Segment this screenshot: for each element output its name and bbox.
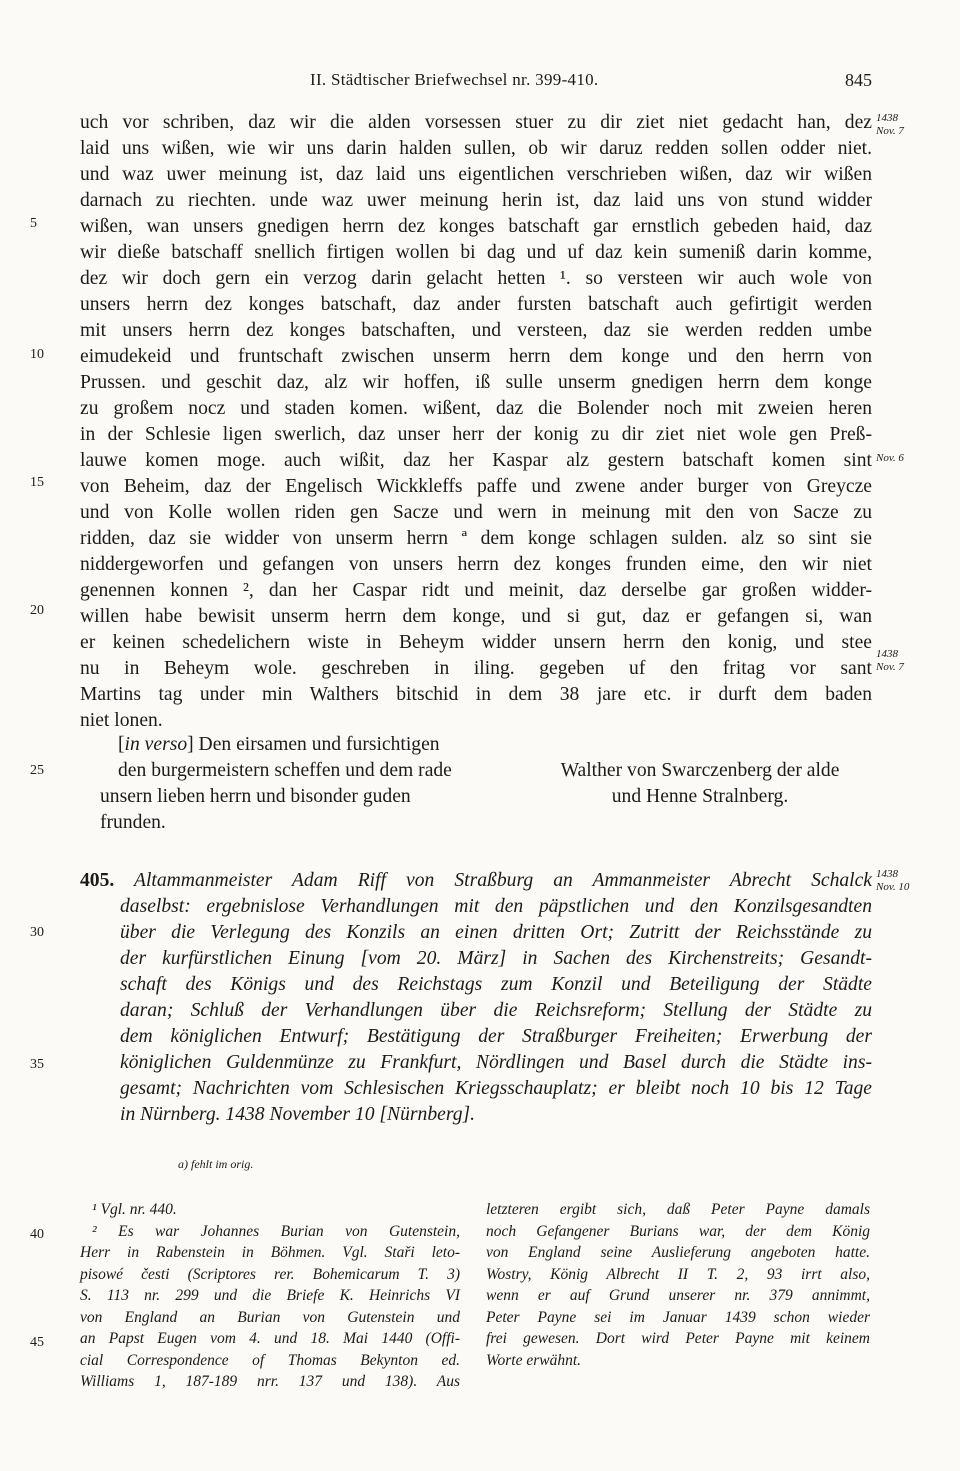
- footnote-line: S. 113 nr. 299 und die Briefe K. Heinrichs VI: [80, 1287, 460, 1304]
- body-line: eimudekeid und fruntschaft zwischen unserm herrn dem konge und den herrn von: [80, 346, 872, 367]
- doc-405-line: gesamt; Nachrichten vom Schlesischen Kriegsschauplatz; er bleibt noch 10 bis 12 Tage: [120, 1078, 872, 1099]
- apparatus-note: a) fehlt im orig.: [178, 1157, 254, 1171]
- body-line: wir dieße batschaff snellich firtigen wollen bi dag und uf daz kein sumeniß darin komme,: [80, 242, 872, 263]
- address-line: frunden.: [100, 812, 166, 833]
- footnote-line: Williams 1, 187-189 nrr. 137 und 138). Aus: [80, 1373, 460, 1390]
- line-number: 5: [30, 216, 37, 231]
- margin-date-note: [876, 648, 946, 674]
- body-line: wißen, wan unsers gnedigen herrn dez konges batschaft gar ernstlich gebeden haid, daz: [80, 216, 872, 237]
- line-number: 15: [30, 475, 44, 490]
- body-line: uch vor schriben, daz wir die alden vorsessen stuer zu dir ziet niet gedacht han, dez: [80, 112, 872, 133]
- doc-405-line: königlichen Guldenmünze zu Frankfurt, Nördlingen und Basel durch die Städte ins-: [120, 1052, 872, 1073]
- doc-405-line: in Nürnberg. 1438 November 10 [Nürnberg].: [120, 1104, 476, 1125]
- address-line: den burgermeistern scheffen und dem rade: [118, 760, 452, 781]
- doc-number: 405.: [80, 870, 115, 891]
- body-line: Martins tag under min Walthers bitschid in dem 38 jare etc. ir durft dem baden: [80, 684, 872, 705]
- signature-line: Walther von Swarczenberg der alde: [560, 760, 840, 781]
- body-line: darnach zu riechten. unde waz uwer meinung herin ist, daz laid uns von stund widder: [80, 190, 872, 211]
- line-number: 10: [30, 347, 44, 362]
- footnote-line: Worte erwähnt.: [486, 1351, 582, 1369]
- body-line: von Beheim, daz der Engelisch Wickkleffs paffe und zwene ander burger von Greycze: [80, 476, 872, 497]
- line-number: 45: [30, 1335, 44, 1350]
- line-number: 20: [30, 603, 44, 618]
- body-line: ridden, daz sie widder von unserm herrn ª dem konge schlagen sulden. alz so sint sie: [80, 528, 872, 549]
- address-block: [100, 732, 452, 836]
- footnote-line: ² Es war Johannes Burian von Gutenstein,: [92, 1222, 460, 1240]
- page-number: 845: [845, 70, 872, 90]
- footnote-line: Peter Payne sei im Januar 1439 schon wieder: [486, 1308, 870, 1326]
- body-line: Prussen. und geschit daz, alz wir hoffen, iß sulle unserm gnedigen herrn dem konge: [80, 372, 872, 393]
- margin-year: 1438: [876, 648, 898, 660]
- footnote-line: an Papst Eugen vom 4. und 18. Mai 1440 (Offi-: [80, 1330, 460, 1347]
- footnote-line: cial Correspondence of Thomas Bekynton ed.: [80, 1351, 460, 1369]
- signature-block: [510, 758, 890, 810]
- body-line: genennen konnen ², dan her Caspar ridt und meinit, daz derselbe gar großen widder-: [80, 580, 872, 601]
- body-line: unsers herrn dez konges batschaft, daz ander fursten batschaft auch gefirtigit werden: [80, 294, 872, 315]
- footnote-line: ¹ Vgl. nr. 440.: [92, 1201, 177, 1218]
- footnote-line: wenn er auf Grund unserer nr. 379 annimmt,: [486, 1287, 870, 1304]
- line-number: 40: [30, 1227, 44, 1242]
- body-line: zu großem nocz und staden komen. wißent, daz die Bolender noch mit zweien heren: [80, 398, 872, 419]
- running-title: II. Städtischer Briefwechsel nr. 399-410.: [310, 70, 599, 89]
- line-number: 35: [30, 1057, 44, 1072]
- margin-date-note: [876, 112, 946, 138]
- footnote-line: frei gewesen. Dort wird Peter Payne mit keinem: [486, 1330, 870, 1347]
- footnote-line: letzteren ergibt sich, daß Peter Payne damals: [486, 1201, 870, 1218]
- doc-405-line: dem königlichen Entwurf; Bestätigung der Straßburger Freiheiten; Erwerbung der: [120, 1026, 872, 1047]
- running-header: [0, 70, 960, 94]
- body-line: willen habe bewisit unserm herrn dem konge, und si gut, daz er gefangen si, wan: [80, 606, 872, 627]
- body-line: und von Kolle wollen riden gen Sacze und wern in meinung mit den von Sacze zu: [80, 502, 872, 523]
- footnote-line: von England an Burian von Gutenstein und: [80, 1308, 460, 1326]
- in-verso-label: in verso: [124, 734, 188, 755]
- margin-date: Nov. 10: [876, 881, 910, 893]
- margin-date: Nov. 7: [876, 125, 904, 137]
- doc-405-line: 405. Altammanmeister Adam Riff von Straßburg an Ammanmeister Abrecht Schalck: [80, 870, 872, 891]
- doc-405-line: daran; Schluß der Verhandlungen über die Reichsreform; Stellung der Städte zu: [120, 1000, 872, 1021]
- margin-date-note: [876, 452, 946, 465]
- body-line: und waz uwer meinung ist, daz laid uns eigentlichen verschrieben wißen, daz wir wißen: [80, 164, 872, 185]
- body-line: laid uns wißen, wie wir uns darin halden sullen, ob wir daruz redden sollen odder niet.: [80, 138, 872, 159]
- footnote-line: noch Gefangener Burians war, der dem König: [486, 1222, 870, 1240]
- footnote-line: Herr in Rabenstein in Böhmen. Vgl. Staři leto-: [80, 1244, 460, 1261]
- doc-405-line: schaft des Königs und des Reichstags zum Konzil und Beteiligung der Städte: [120, 974, 872, 995]
- margin-year: 1438: [876, 868, 898, 880]
- footnote-line: Wostry, König Albrecht II T. 2, 93 irrt also,: [486, 1265, 870, 1283]
- body-line: in der Schlesie ligen swerlich, daz unser herr der konig zu dir ziet niet wole gen Preß-: [80, 424, 872, 445]
- margin-date-note: [876, 868, 946, 894]
- address-line-1: [in verso] Den eirsamen und fursichtigen: [118, 734, 440, 755]
- line-number: 30: [30, 925, 44, 940]
- margin-date: Nov. 6: [876, 452, 904, 464]
- body-line: nu in Beheym wole. geschreben in iling. gegeben uf den fritag vor sant: [80, 658, 872, 679]
- body-line: lauwe komen moge. auch wißit, daz her Kaspar alz gestern batschaft komen sint: [80, 450, 872, 471]
- footnote-line: pisowé česti (Scriptores rer. Bohemicarum T. 3): [80, 1265, 460, 1283]
- body-line: niet lonen.: [80, 710, 163, 731]
- line-number: 25: [30, 763, 44, 778]
- body-line: dez wir doch gern ein verzog darin gelacht hetten ¹. so versteen wir auch wole von: [80, 268, 872, 289]
- margin-year: 1438: [876, 112, 898, 124]
- signature-line: und Henne Stralnberg.: [611, 786, 789, 807]
- body-line: niddergeworfen und gefangen von unsers herrn dez konges frunden eime, den wir niet: [80, 554, 872, 575]
- footnote-line: von England seine Auslieferung angeboten hatte.: [486, 1244, 870, 1261]
- doc-405-line: daselbst: ergebnislose Verhandlungen mit den päpstlichen und den Konzilsgesandten: [120, 896, 872, 917]
- body-line: er keinen schedelichern wiste in Beheym widder unsern herrn den konig, und stee: [80, 632, 872, 653]
- doc-405-line: über die Verlegung des Konzils an einen dritten Ort; Zutritt der Reichsstände zu: [120, 922, 872, 943]
- margin-date: Nov. 7: [876, 661, 904, 673]
- body-line: mit unsers herrn dez konges batschaften, und versteen, daz sie werden redden umbe: [80, 320, 872, 341]
- doc-405-line: der kurfürstlichen Einung [vom 20. März] in Sachen des Kirchenstreits; Gesandt-: [120, 948, 872, 969]
- address-line: unsern lieben herrn und bisonder guden: [100, 786, 411, 807]
